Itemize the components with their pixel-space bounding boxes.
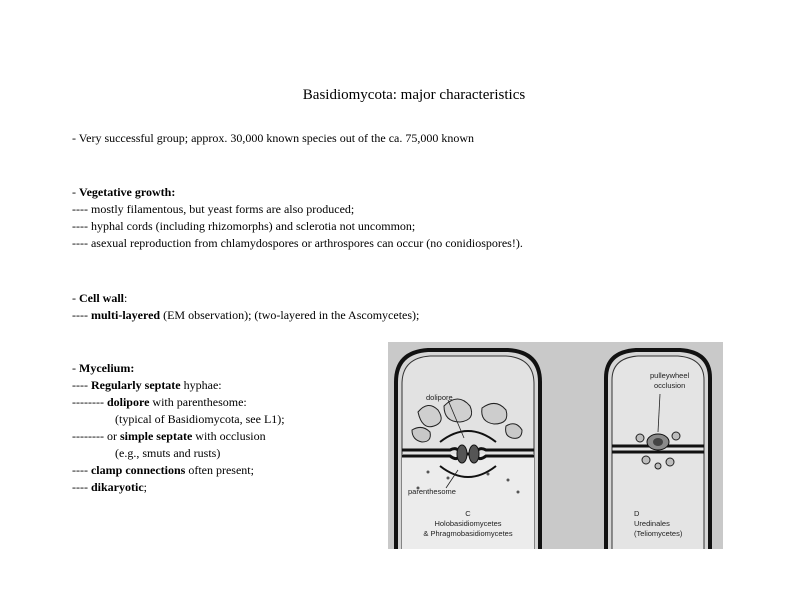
label-pulleywheel-2: occlusion (654, 381, 686, 390)
septum-diagram-image (388, 342, 723, 549)
mycelium-line-7-bold: dikaryotic (90, 480, 144, 494)
dolipore-hypha-drawing (396, 350, 540, 549)
page-title: Basidiomycota: major characteristics (302, 87, 526, 103)
vegetative-prefix: - (72, 185, 79, 199)
mycelium-line-7 (72, 480, 147, 495)
pulleywheel-hypha-drawing (606, 350, 710, 549)
left-panel-caption-2: & Phragmobasidiomycetes (423, 529, 513, 538)
mycelium-line-2-rest: with parenthesome: (149, 395, 247, 409)
septum-diagram-svg (388, 342, 723, 549)
cell-wall-prefix: - (72, 291, 79, 305)
vegetative-item-2: ---- hyphal cords (including rhizomorphs) and sclerotia not uncommon; (72, 219, 416, 233)
right-panel-caption-2: (Teliomycetes) (634, 529, 683, 538)
mycelium-line-6-prefix: ---- (72, 463, 91, 477)
label-parenthesome: parenthesome (408, 487, 456, 496)
mycelium-line-6 (72, 463, 254, 478)
vegetative-item-1: ---- mostly filamentous, but yeast forms are also produced; (72, 202, 355, 216)
mycelium-line-1-prefix: ---- (72, 378, 91, 392)
mycelium-line-3: (typical of Basidiomycota, see L1); (115, 412, 285, 426)
cell-wall-heading-text: Cell wall (79, 291, 124, 305)
label-pulleywheel-1: pulleywheel (650, 371, 690, 380)
mycelium-heading-text: Mycelium: (79, 361, 135, 375)
cell-wall-line-prefix: ---- (72, 308, 91, 322)
vegetative-heading (72, 185, 175, 200)
cell-wall-line (72, 308, 419, 323)
cell-wall-rest: (EM observation); (two-layered in the Ascomycetes); (160, 308, 420, 322)
cell-wall-heading (72, 291, 127, 306)
cell-wall-bold: multi-layered (90, 308, 161, 322)
cell-wall-colon: : (124, 291, 128, 305)
mycelium-line-1 (72, 378, 222, 393)
mycelium-line-7-rest: ; (143, 480, 147, 494)
mycelium-line-1-bold: Regularly septate (90, 378, 181, 392)
mycelium-line-4-prefix: -------- or (72, 429, 120, 443)
mycelium-line-1-rest: hyphae: (180, 378, 222, 392)
mycelium-line-4-rest: with occlusion (192, 429, 266, 443)
left-panel-caption-1: Holobasidiomycetes (434, 519, 502, 528)
right-panel-caption-1: Uredinales (634, 519, 670, 528)
mycelium-prefix: - (72, 361, 79, 375)
vegetative-item-3: ---- asexual reproduction from chlamydospores or arthrospores can occur (no conidiospores!). (72, 236, 523, 250)
label-dolipore: dolipore (426, 393, 453, 402)
mycelium-line-4-bold: simple septate (119, 429, 193, 443)
mycelium-heading (72, 361, 134, 376)
intro-line: - Very successful group; approx. 30,000 known species out of the ca. 75,000 known (72, 131, 475, 145)
vegetative-heading-text: Vegetative growth: (79, 185, 176, 199)
mycelium-line-7-prefix: ---- (72, 480, 91, 494)
mycelium-line-4 (72, 429, 266, 444)
mycelium-line-2-prefix: -------- (72, 395, 107, 409)
mycelium-line-6-rest: often present; (185, 463, 254, 477)
mycelium-line-2-bold: dolipore (106, 395, 150, 409)
mycelium-line-5: (e.g., smuts and rusts) (115, 446, 221, 460)
right-panel-letter: D (634, 509, 640, 518)
mycelium-line-2 (72, 395, 247, 410)
left-panel-letter: C (465, 509, 471, 518)
mycelium-line-6-bold: clamp connections (90, 463, 186, 477)
